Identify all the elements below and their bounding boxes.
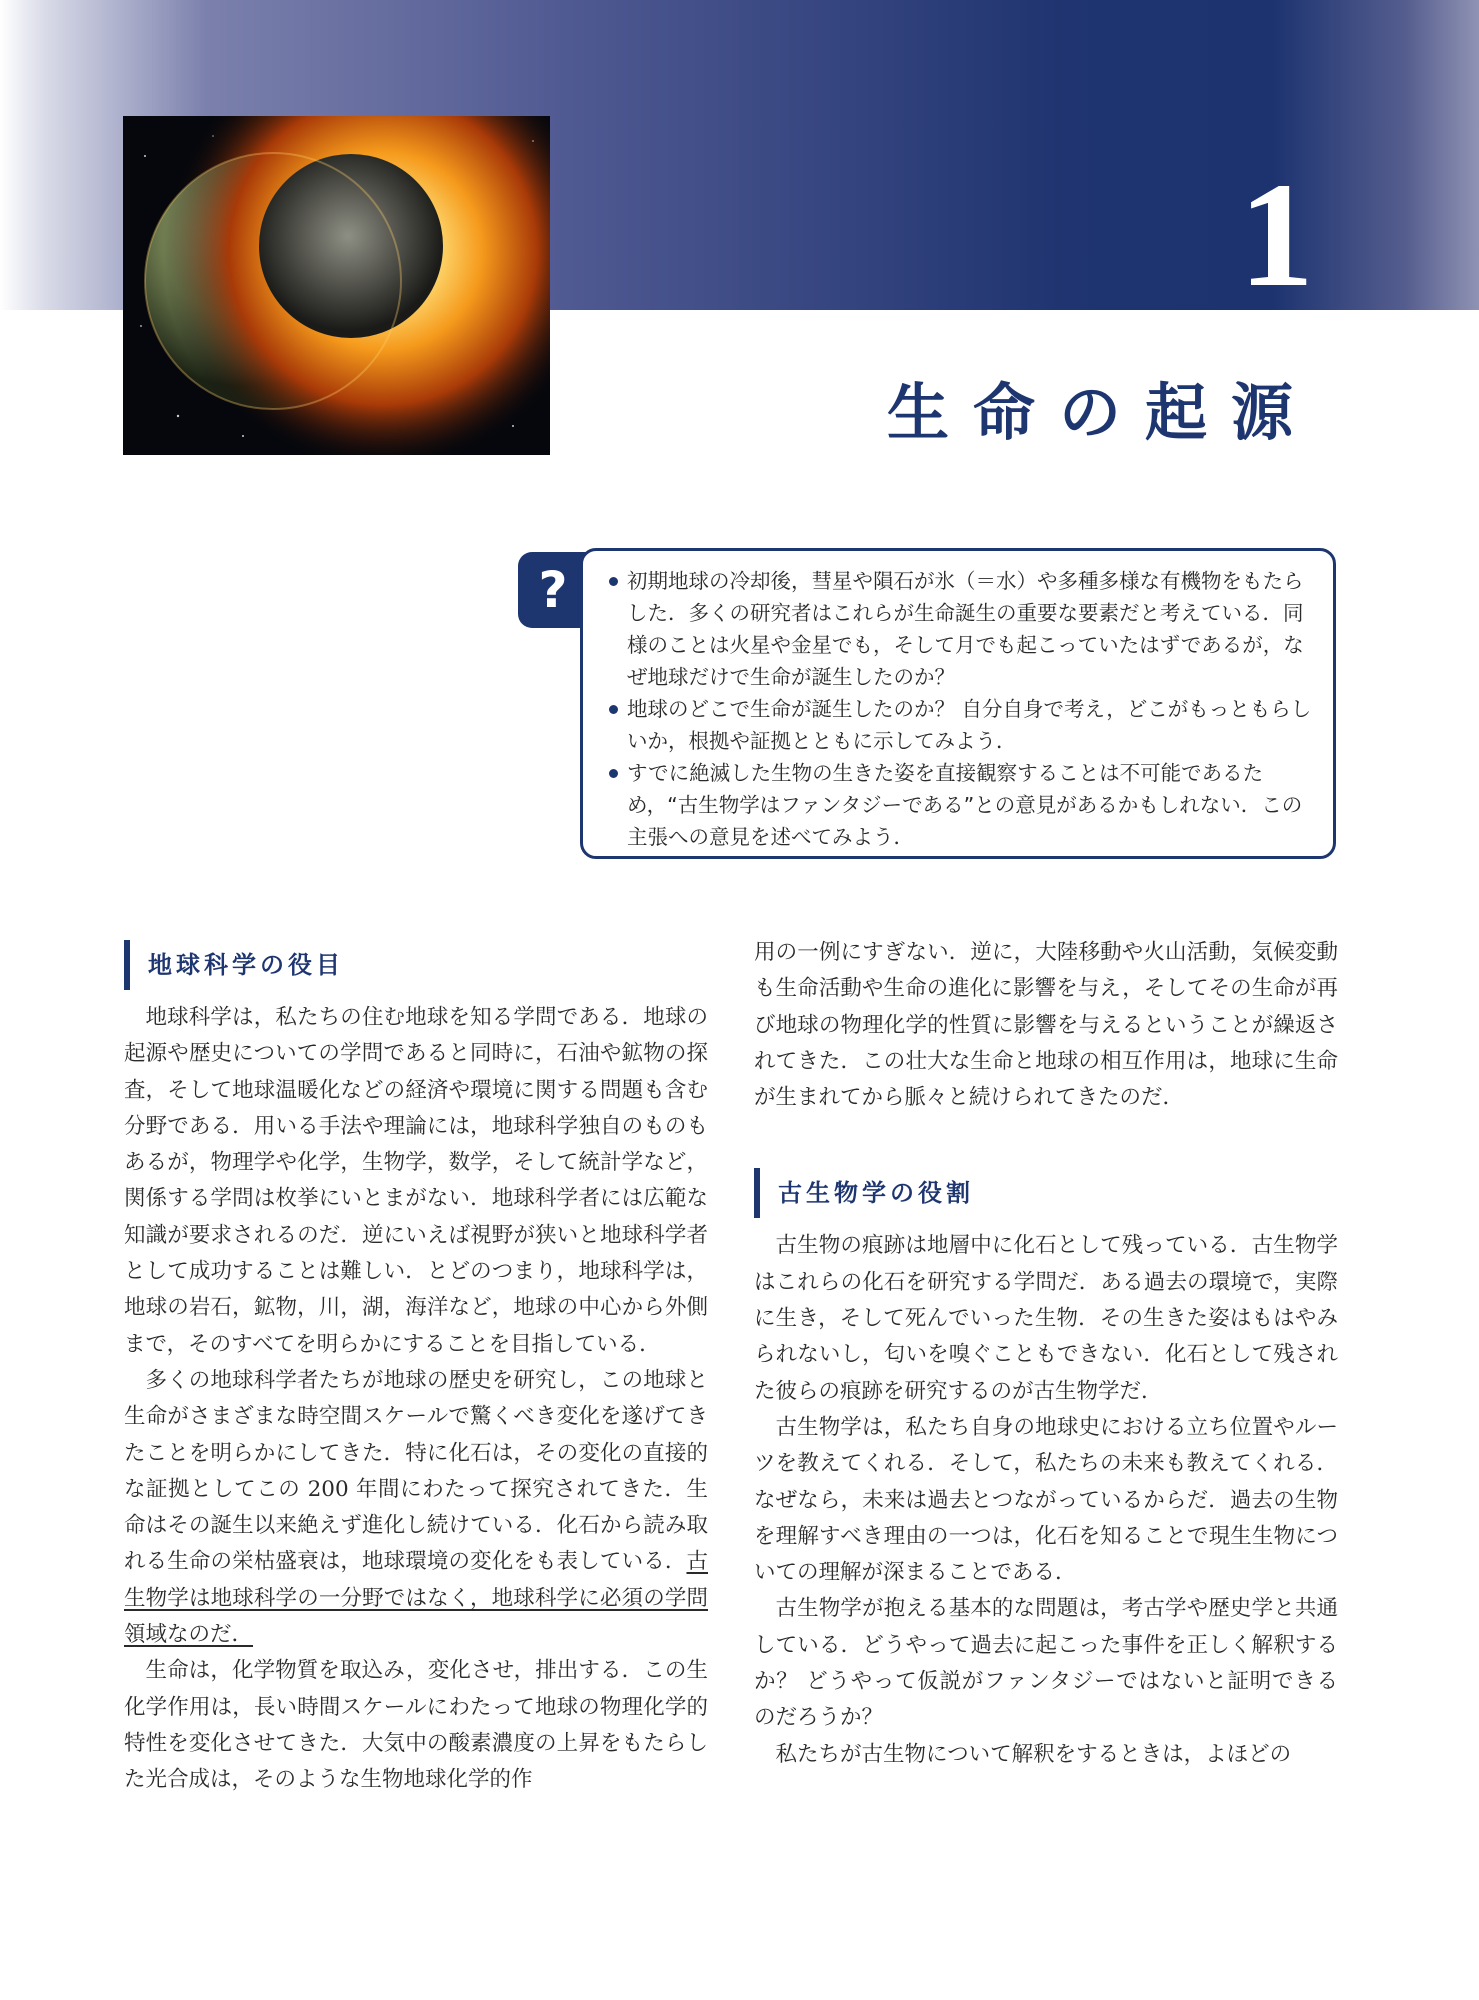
paragraph	[124, 1363, 708, 1653]
paragraph: 私たちが古生物について解釈をするときは，よほどの	[775, 1741, 1292, 1767]
paragraph: 生命は，化学物質を取込み，変化させ，排出する．この生化学作用は，長い時間スケールにわたって地球の物理化学的特性を変化させてきた．大気中の酸素濃度の上昇をもたらした光合成は，そのような生物地球化学的作	[124, 1658, 708, 1793]
chapter-title: 生命の起源	[886, 376, 1317, 449]
section-heading-earth-science	[124, 940, 708, 990]
paragraph: 古生物学が抱える基本的な問題は，考古学や歴史学と共通している．どうやって過去に起こった事件を正しく解釈するか？ どうやって仮説がファンタジーではないと証明できるのだろうか？	[754, 1596, 1338, 1731]
bullet-icon	[609, 769, 618, 778]
heading-text: 地球科学の役目	[148, 951, 344, 979]
paragraph: 古生物学は，私たち自身の地球史における立ち位置やルーツを教えてくれる．そして，私たちの未来も教えてくれる．なぜなら，未来は過去とつながっているからだ．過去の生物を理解すべき理由の一つは，化石を知ることで現生生物についての理解が深まることである．	[754, 1414, 1338, 1586]
right-column	[754, 935, 1338, 1773]
heading-bar	[754, 1168, 760, 1218]
section-heading-paleontology	[754, 1168, 1338, 1218]
question-item	[607, 565, 1319, 693]
paragraph-text: 多くの地球科学者たちが地球の歴史を研究し，この地球と生命がさまざまな時空間スケールで驚くべき変化を遂げてきたことを明らかにしてきた．特に化石は，その変化の直接的な証拠としてこの 200 年間にわたって探究されてきた．生命はその誕生以来絶えず進化し続けている．化石から読み取れる生命の栄枯盛衰は，地球環境の変化をも表している．	[124, 1367, 708, 1575]
question-item	[607, 757, 1319, 853]
underlined-statement: 古生物学は地球科学の一分野ではなく，地球科学に必須の学問領域なのだ．	[124, 1549, 708, 1648]
question-item	[607, 693, 1319, 757]
paragraph: 古生物の痕跡は地層中に化石として残っている．古生物学はこれらの化石を研究する学問だ．ある過去の環境で，実際に生き，そして死んでいった生物．その生きた姿はもはやみられないし，匂いを嗅ぐこともできない．化石として残された彼らの痕跡を研究するのが古生物学だ．	[754, 1233, 1338, 1404]
chapter-image	[123, 116, 550, 455]
question-text: すでに絶滅した生物の生きた姿を直接観察することは不可能であるため，“古生物学はファンタジーである”との意見があるかもしれない．この主張への意見を述べてみよう．	[627, 761, 1303, 849]
bullet-icon	[609, 705, 618, 714]
question-text: 初期地球の冷却後，彗星や隕石が氷（＝水）や多種多様な有機物をもたらした．多くの研究者はこれらが生命誕生の重要な要素だと考えている．同様のことは火星や金星でも，そして月でも起こっていたはずであるが，なぜ地球だけで生命が誕生したのか？	[627, 569, 1304, 689]
paragraph: 地球科学は，私たちの住む地球を知る学問である．地球の起源や歴史についての学問であると同時に，石油や鉱物の探査，そして地球温暖化などの経済や環境に関する問題も含む分野である．用いる手法や理論には，地球科学独自のものもあるが，物理学や化学，生物学，数学，そして統計学など，関係する学問は枚挙にいとまがない．地球科学者には広範な知識が要求されるのだ．逆にいえば視野が狭いと地球科学者として成功することは難しい．とどのつまり，地球科学は，地球の岩石，鉱物，川，湖，海洋など，地球の中心から外側まで，そのすべてを明らかにすることを目指している．	[124, 1005, 708, 1357]
heading-text: 古生物学の役割	[778, 1179, 974, 1208]
chapter-number: 1	[1239, 152, 1314, 318]
question-text: 地球のどこで生命が誕生したのか？ 自分自身で考え，どこがもっともらしいか，根拠や証拠とともに示してみよう．	[627, 697, 1312, 753]
bullet-icon	[609, 577, 618, 586]
heading-bar	[124, 940, 130, 990]
paragraph: 用の一例にすぎない．逆に，大陸移動や火山活動，気候変動も生命活動や生命の進化に影響を与え，そしてその生命が再び地球の物理化学的性質に影響を与えるということが繰返されてきた．この壮大な生命と地球の相互作用は，地球に生命が生まれてから脈々と続けられてきたのだ．	[754, 940, 1338, 1111]
question-mark-icon: ?	[538, 561, 568, 619]
left-column	[124, 940, 708, 1799]
question-box	[580, 548, 1336, 859]
